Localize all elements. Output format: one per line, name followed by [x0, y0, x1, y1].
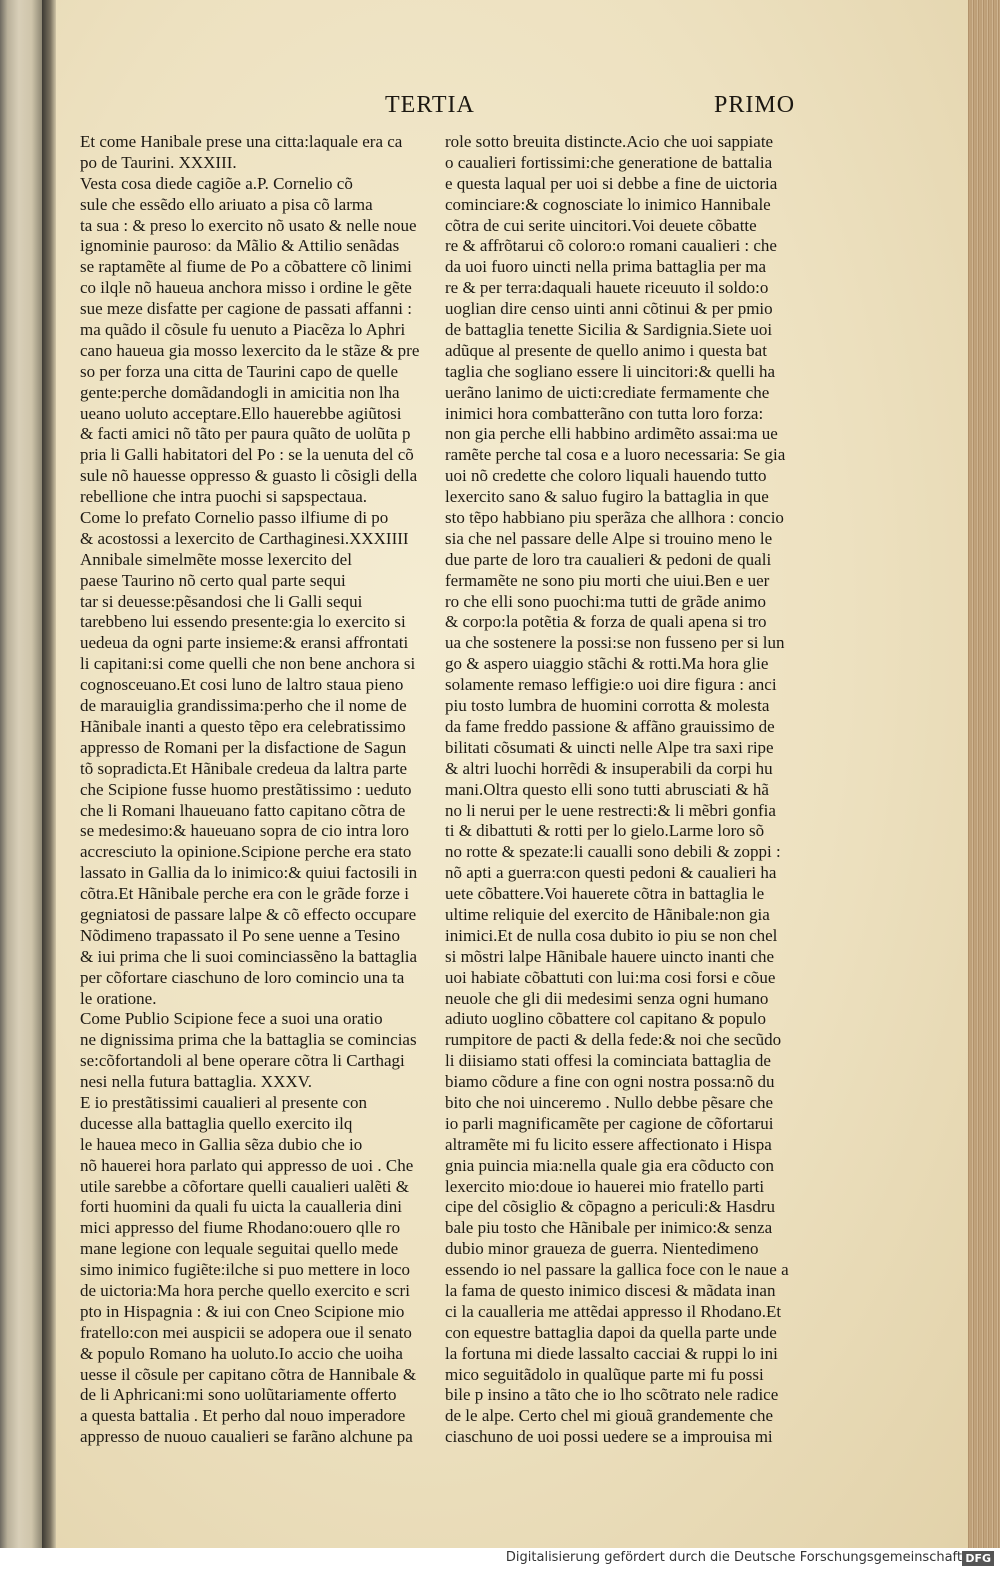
text-line: ro che elli sono puochi:ma tutti de grãde animo	[445, 591, 767, 611]
text-line: re & per terra:daquali hauete riceuuto il soldo:o	[445, 278, 769, 298]
text-line: Et come Hanibale prese una citta:laquale era ca	[80, 132, 403, 151]
text-line: sto tẽpo habbiano piu sperãza che allhora : concio	[445, 508, 784, 528]
text-line: appresso de Romani per la disfactione de Sagun	[80, 737, 407, 757]
text-line: da uoi fuoro uincti nella prima battaglia per ma	[445, 257, 766, 277]
text-line: biamo cõdure a fine con ogni nostra possa:nõ du	[445, 1072, 775, 1092]
text-line: mico seguitãdolo in qualũque parte mi fu possi	[445, 1364, 764, 1384]
text-line: po de Taurini. XXXIII.	[80, 152, 237, 172]
text-line: cano haueua gia mosso lexercito da le stãze & pre	[80, 340, 420, 360]
text-line: dubio minor graueza de guerra. Nientedimeno	[445, 1239, 759, 1259]
text-line: ma quãdo il cõsule fu uenuto a Piacẽza lo Aphri	[80, 320, 406, 340]
text-line: le hauea meco in Gallia sẽza dubio che io	[80, 1134, 363, 1154]
text-line: nõ hauerei hora parlato qui appresso de uoi . Che	[80, 1155, 414, 1175]
text-line: uesse il cõsule per capitano cõtra de Hannibale &	[80, 1364, 417, 1384]
text-line: se medesimo:& haueuano sopra de cio intra loro	[80, 821, 410, 841]
text-line: cognosceuano.Et cosi luno de laltro staua pieno	[80, 675, 404, 695]
text-line: la fama de questo inimico discesi & mãdata inan	[445, 1280, 776, 1300]
text-line: bile p insino a tãto che io lho scõtrato nele radice	[445, 1385, 779, 1405]
text-line: sule nõ hauesse oppresso & guasto li cõsigli della	[80, 466, 418, 486]
text-line: ciaschuno de uoi possi uedere se a improuisa mi	[445, 1427, 773, 1447]
text-line: Hãnibale inanti a questo tẽpo era celebratissimo	[80, 716, 406, 736]
text-line: tõ sopradicta.Et Hãnibale credeua da laltra parte	[80, 758, 408, 778]
text-line: sia che nel passare delle Alpe si trouino meno le	[445, 528, 773, 548]
text-line: essendo io nel passare la gallica foce con le naue a	[445, 1260, 789, 1280]
text-line: piu tosto lumbra de huomini corrotta & molesta	[445, 696, 770, 716]
text-line: sule che essẽdo ello ariuato a pisa cõ larma	[80, 194, 373, 214]
text-line: per cõfortare ciaschuno de loro comincio una ta	[80, 967, 405, 987]
text-line: co ilqle nõ haueua anchora misso i ordine le gẽte	[80, 278, 412, 298]
text-line: tarebbeno lui essendo presente:gia lo exercito si	[80, 612, 406, 632]
text-column-left	[80, 132, 430, 1448]
text-line: taglia che sogliano essere li uincitori:& quelli ha	[445, 361, 775, 381]
text-line: & populo Romano ha uoluto.Io accio che uoiha	[80, 1343, 403, 1363]
text-line: & altri luochi horrẽdi & insuperabili da corpi hu	[445, 758, 773, 778]
text-line: ne dignissima prima che la battaglia se comincias	[80, 1030, 417, 1050]
text-line: appresso de nuouo caualieri se farãno alchune pa	[80, 1427, 413, 1447]
text-line: simo inimico fugiẽte:ilche si puo mettere in loco	[80, 1260, 411, 1280]
text-line: pto in Hispagnia : & iui con Cneo Scipione mio	[80, 1301, 405, 1321]
text-line: role sotto breuita distincte.Acio che uoi sappiate	[445, 132, 774, 151]
text-line: & acostossi a lexercito de Carthaginesi.XXXIIII	[80, 528, 409, 548]
text-line: con equestre battaglia dapoi da quella parte unde	[445, 1322, 777, 1342]
text-line: de battaglia tenette Sicilia & Sardignia.Siete uoi	[445, 320, 773, 340]
text-line: uedeua da ogni parte insieme:& eransi affrontati	[80, 633, 409, 653]
text-line: gnia puincia mia:nella quale gia era cõducto con	[445, 1155, 775, 1175]
text-line: rebellione che intra puochi si sapspectaua.	[80, 487, 367, 507]
text-line: ti & dibattuti & rotti per lo gielo.Larme loro sõ	[445, 821, 765, 841]
text-line: solamente remaso leffigie:o uoi dire figura : anci	[445, 675, 777, 695]
text-line: accresciuto la opinione.Scipione perche era stato	[80, 842, 412, 862]
running-head-left: TERTIA	[385, 92, 475, 118]
text-line: li capitani:si come quelli che non bene anchora si	[80, 654, 416, 674]
text-line: Nõdimeno trapassato il Po sene uenne a Tesino	[80, 925, 401, 945]
text-line: mani.Oltra questo elli sono tutti abrusciati & hã	[445, 779, 769, 799]
text-line: che li Romani lhaueuano fatto capitano cõtra de	[80, 800, 406, 820]
text-line: le oratione.	[80, 988, 157, 1008]
text-line: no li nerui per le uene restrecti:& li mẽbri gonfia	[445, 800, 776, 820]
text-line: go & aspero uiaggio stãchi & rotti.Ma hora glie	[445, 654, 769, 674]
dfg-logo: DFG	[962, 1551, 994, 1566]
text-line: Come lo prefato Cornelio passo ilfiume di po	[80, 508, 389, 528]
text-line: sue meze disfatte per cagione de passati affanni :	[80, 299, 412, 319]
text-line: lassato in Gallia da lo inimico:& quiui factosili in	[80, 863, 418, 883]
text-line: due parte de loro tra caualieri & pedoni de quali	[445, 549, 772, 569]
text-line: e questa laqual per uoi si debbe a fine de uictoria	[445, 173, 778, 193]
text-line: Annibale simelmẽte mosse lexercito del	[80, 549, 352, 569]
text-line: neuole che gli dii medesimi senza ogni humano	[445, 988, 769, 1008]
text-line: paese Taurino nõ certo qual parte sequi	[80, 570, 346, 590]
text-line: tar si deuesse:pẽsandosi che li Galli sequi	[80, 591, 363, 611]
text-line: utile sarebbe a cõfortare quelli caualieri ualẽti &	[80, 1176, 409, 1196]
text-line: ueano uoluto acceptare.Ello hauerebbe agiũtosi	[80, 403, 402, 423]
left-page-edge	[0, 0, 42, 1569]
text-line: mici appresso del fiume Rhodano:ouero qlle ro	[80, 1218, 401, 1238]
text-line: uerãno lanimo de uicti:crediate fermamente che	[445, 382, 770, 402]
text-line: inimici hora combatterãno con tutta loro forza:	[445, 403, 764, 423]
text-line: bilitati cõsumati & uincti nelle Alpe tra saxi ripe	[445, 737, 774, 757]
text-line: se raptamẽte al fiume de Po a cõbattere cõ linimi	[80, 257, 412, 277]
text-line: ducesse alla battaglia quello exercito ilq	[80, 1113, 353, 1133]
text-line: da fame freddo passione & affãno grauissimo de	[445, 716, 775, 736]
text-line: Come Publio Scipione fece a suoi una oratio	[80, 1009, 383, 1029]
text-line: uoi nõ credette che coloro liquali hauendo tutto	[445, 466, 767, 486]
text-line: uoglian dire censo uinti anni cõtinui & per pmio	[445, 299, 773, 319]
text-line: fratello:con mei auspicii se adopera oue il senato	[80, 1322, 412, 1342]
text-line: se:cõfortandoli al bene operare cõtra li Carthagi	[80, 1051, 405, 1071]
text-line: lexercito mio:doue io hauerei mio fratello parti	[445, 1176, 765, 1196]
text-line: a questa battalia . Et perho dal nouo imperadore	[80, 1406, 406, 1426]
text-line: de marauiglia grandissima:perho che il nome de	[80, 696, 407, 716]
text-line: ultime reliquie del exercito de Hãnibale:non gia	[445, 904, 770, 924]
book-gutter	[42, 0, 56, 1569]
text-line: de le alpe. Certo chel mi giouã grandemente che	[445, 1406, 774, 1426]
text-line: mane legione con lequale seguitai quello mede	[80, 1239, 399, 1259]
text-line: re & affrõtarui cõ coloro:o romani caualieri : che	[445, 236, 777, 256]
text-line: ignominie paurosoː da Mãlio & Attilio senãdas	[80, 236, 400, 256]
text-line: rumpitore de pacti & della fede:& noi che secũdo	[445, 1030, 782, 1050]
text-line: cominciare:& cognosciate lo inimico Hannibale	[445, 194, 771, 214]
text-line: nesi nella futura battaglia. XXXV.	[80, 1072, 312, 1092]
text-line: altramẽte mi fu licito essere affectionato i Hispa	[445, 1134, 772, 1154]
text-line: bito che noi uinceremo . Nullo debbe pẽsare che	[445, 1092, 774, 1112]
text-line: cõtra de cui serite uincitori.Voi deuete cõbatte	[445, 215, 757, 235]
text-line: inimici.Et de nulla cosa dubito io piu se non chel	[445, 925, 778, 945]
text-line: forti huomini da quali fu uicta la caualleria dini	[80, 1197, 402, 1217]
text-line: li diisiamo stati offesi la cominciata battaglia de	[445, 1051, 771, 1071]
running-head-right: PRIMO	[714, 92, 796, 118]
text-line: de uictoria:Ma hora perche quello exercito e scri	[80, 1280, 410, 1300]
text-line: adiuto uoglino cõbattere col capitano & populo	[445, 1009, 767, 1029]
text-line: & iui prima che li suoi cominciassẽno la battaglia	[80, 946, 418, 966]
text-line: ci la caualleria me attẽdai appresso il Rhodano.Et	[445, 1301, 782, 1321]
text-line: fermamẽte ne sono piu morti che uiui.Ben e uer	[445, 570, 770, 590]
text-line: non gia perche elli habbino ardimẽto assai:ma ue	[445, 424, 778, 444]
text-line: ta sua : & preso lo exercito nõ usato & nelle noue	[80, 215, 417, 235]
text-line: nõ apti a guerra:con questi pedoni & caualieri ha	[445, 863, 777, 883]
text-line: de li Aphricani:mi sono uolũtariamente offerto	[80, 1385, 397, 1405]
text-line: bale piu tosto che Hãnibale per inimico:& senza	[445, 1218, 773, 1238]
text-line: io parli magnificamẽte per cagione de cõfortarui	[445, 1113, 774, 1133]
text-column-right	[445, 132, 795, 1448]
text-line: no rotte & spezate:li caualli sono debili & zoppi :	[445, 842, 781, 862]
digitization-credit: Digitalisierung gefördert durch die Deutsche Forschungsgemeinschaft	[505, 1550, 962, 1565]
text-line: uete cõbattere.Voi hauerete cõtra in battaglia le	[445, 884, 765, 904]
text-line: cõtra.Et Hãnibale perche era con le grãde forze i	[80, 884, 409, 904]
left-page-bleed-text	[6, 140, 38, 1040]
text-line: E io prestãtissimi caualieri al presente con	[80, 1092, 368, 1112]
fore-edge	[968, 0, 1000, 1548]
text-line: cipe del cõsiglio & cõpagno a periculi:& Hasdru	[445, 1197, 775, 1217]
text-line: si mõstri lalpe Hãnibale hauere uincto inanti che	[445, 946, 775, 966]
text-line: Vesta cosa diede cagiõe a.P. Cornelio cõ	[80, 173, 353, 193]
text-line: o caualieri fortissimi:che generatione de battalia	[445, 152, 773, 172]
text-line: & facti amici nõ tãto per paura quãto de uolũta p	[80, 424, 411, 444]
text-line: & corpo:la potẽtia & forza de quali apena si tro	[445, 612, 767, 632]
text-line: lexercito sano & saluo fugiro la battaglia in que	[445, 487, 769, 507]
text-line: la fortuna mi diede lassalto cacciai & ruppi lo ini	[445, 1343, 778, 1363]
text-line: gente:perche domãdandogli in amicitia non lha	[80, 382, 400, 402]
text-line: adũque al presente de quello animo i questa bat	[445, 340, 767, 360]
text-line: gegniatosi de passare lalpe & cõ effecto occupare	[80, 904, 417, 924]
text-line: so per forza una citta de Taurini capo de quelle	[80, 361, 399, 381]
text-line: ua che sostenere la possi:se non fusseno per si lun	[445, 633, 785, 653]
text-line: ramẽte perche tal cosa e a luoro necessaria: Se gia	[445, 445, 786, 465]
text-line: che Scipione fusse huomo prestãtissimo : ueduto	[80, 779, 412, 799]
text-line: uoi habiate cõbattuti con lui:ma cosi forsi e cõue	[445, 967, 776, 987]
text-line: pria li Galli habitatori del Po : se la uenuta del cõ	[80, 445, 414, 465]
